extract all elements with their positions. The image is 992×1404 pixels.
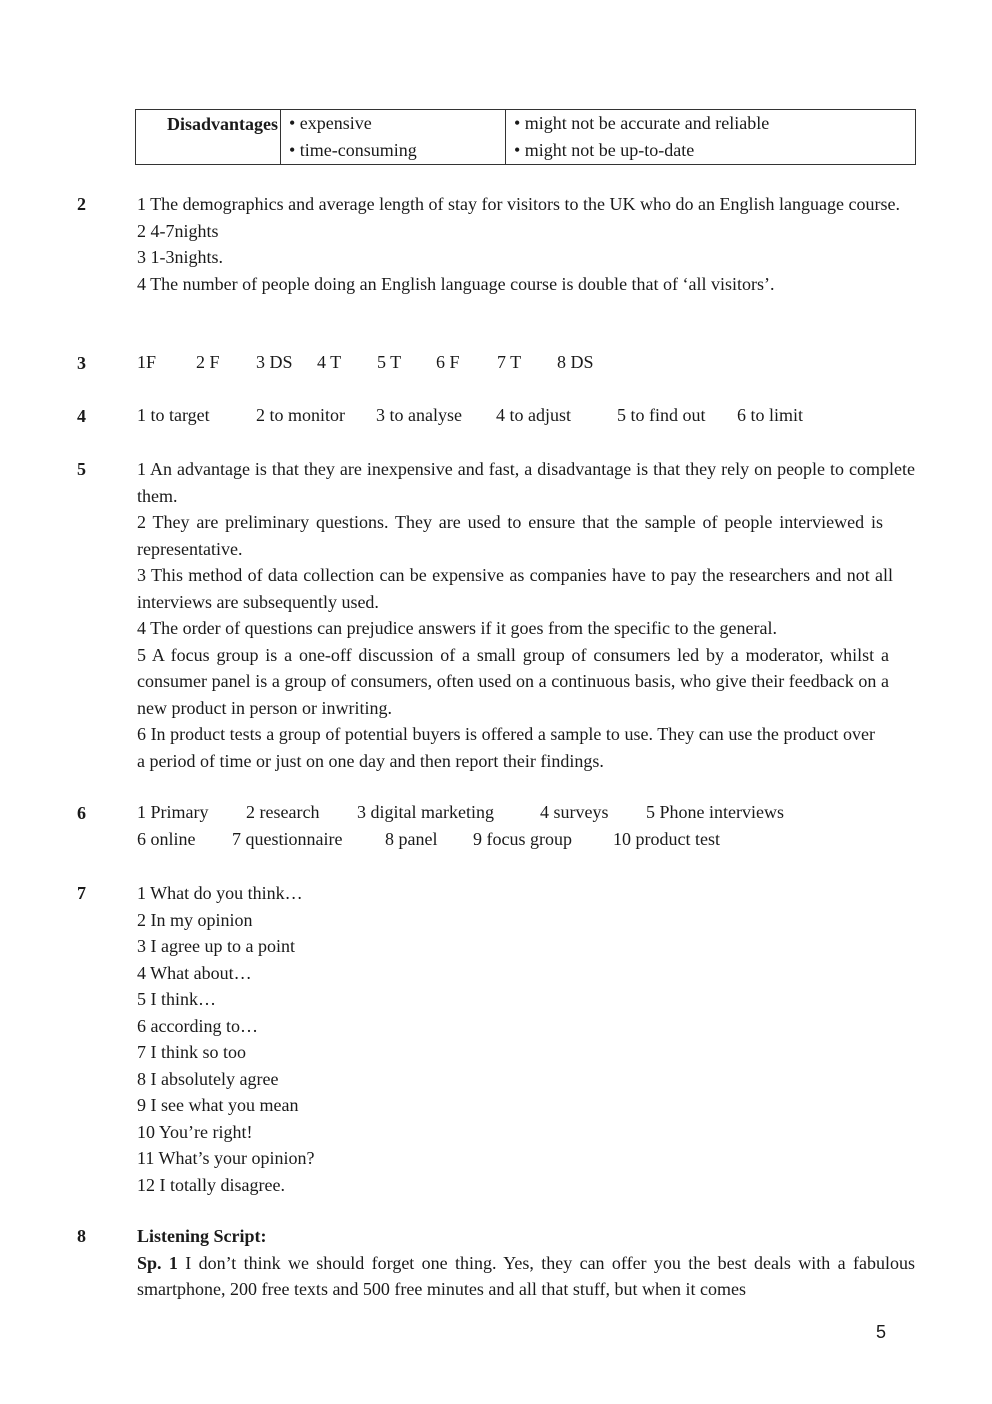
answer-line: 10 You’re right! [137, 1121, 253, 1142]
disadvantages-table [135, 109, 916, 165]
answer-item: 1F [137, 352, 157, 372]
answer-line: 6 according to… [137, 1015, 258, 1036]
question-number-4: 4 [77, 406, 86, 426]
answer-item: 3 DS [256, 352, 293, 372]
answer-item: 8 DS [557, 352, 594, 372]
answer-item: 1 to target [137, 405, 210, 425]
answer-block-5 [137, 456, 915, 774]
answer-item: 2 research [246, 802, 320, 822]
script-heading: Listening Script: [137, 1226, 267, 1246]
answer-item: 6 online [137, 829, 196, 849]
answer-line: 11 What’s your opinion? [137, 1148, 315, 1168]
question-number-5: 5 [77, 459, 86, 479]
answer-item: 2 to monitor [256, 405, 345, 425]
page-number: 5 [876, 1322, 887, 1342]
table-row-label: Disadvantages [136, 110, 281, 165]
answer-line: 12 I totally disagree. [137, 1174, 285, 1195]
answer-item: 7 T [497, 352, 522, 372]
answer-item: 7 questionnaire [232, 829, 343, 849]
list-item: • might not be accurate and reliable [514, 113, 770, 133]
script-paragraph [137, 1250, 915, 1303]
answer-line: 1 The demographics and average length of stay for visitors to the UK who do an English language course. [137, 194, 900, 214]
answer-item: 4 surveys [540, 802, 609, 822]
answer-block-8 [137, 1223, 915, 1303]
answer-item: 2 F [196, 352, 220, 372]
answer-line: 1 An advantage is that they are inexpensive and fast, a disadvantage is that they rely on people to complete them. [137, 459, 915, 506]
answer-line: 5 I think… [137, 989, 216, 1009]
answer-item: 3 digital marketing [357, 802, 494, 822]
answer-line: 2 In my opinion [137, 909, 253, 930]
answer-item: 4 T [317, 352, 342, 372]
list-item: • expensive [289, 113, 372, 133]
answer-line: 4 What about… [137, 962, 252, 983]
answer-block-2 [137, 191, 915, 297]
list-item: • might not be up-to-date [514, 140, 695, 160]
table-cell-col2 [506, 110, 916, 165]
script-text: I don’t think we should forget one thing. Yes, they can offer you the best deals with a fabulous smartphone, 200 free texts and 500 free minutes and all that stuff, but when it comes [137, 1252, 915, 1299]
question-number-6: 6 [77, 803, 86, 823]
answer-block-7 [137, 880, 915, 1198]
answer-item: 5 T [377, 352, 402, 372]
speaker-label: Sp. 1 [137, 1252, 178, 1273]
answer-line: 1 What do you think… [137, 883, 303, 903]
answer-item: 1 Primary [137, 802, 209, 822]
answer-line: 3 1-3nights. [137, 247, 224, 267]
answer-line: 7 I think so too [137, 1042, 247, 1062]
answer-item: 5 to find out [617, 405, 706, 425]
answer-item: 4 to adjust [496, 405, 571, 425]
answer-line: 3 This method of data collection can be expensive as companies have to pay the researchers and not all interviews are subsequently used. [137, 565, 893, 612]
answer-item: 8 panel [385, 829, 438, 849]
answer-item: 5 Phone interviews [646, 802, 784, 822]
answer-line: 4 The number of people doing an English language course is double that of ‘all visitors’. [137, 273, 775, 294]
answer-item: 10 product test [613, 829, 720, 849]
question-number-8: 8 [77, 1226, 86, 1246]
question-number-3: 3 [77, 353, 86, 373]
answer-line: 9 I see what you mean [137, 1095, 299, 1115]
answer-item: 6 F [436, 352, 460, 372]
question-number-2: 2 [77, 194, 86, 214]
list-item: • time-consuming [289, 140, 417, 160]
table-cell-col1 [281, 110, 506, 165]
question-number-7: 7 [77, 883, 86, 903]
answer-item: 9 focus group [473, 829, 572, 849]
answer-line: 2 They are preliminary questions. They are used to ensure that the sample of people interviewed is representative. [137, 512, 883, 559]
answer-line: 3 I agree up to a point [137, 936, 295, 956]
answer-line: 4 The order of questions can prejudice answers if it goes from the specific to the general. [137, 618, 777, 638]
answer-line: 8 I absolutely agree [137, 1068, 279, 1089]
answer-line: 2 4-7nights [137, 220, 219, 241]
answer-item: 3 to analyse [376, 405, 462, 425]
answer-line: 5 A focus group is a one-off discussion of a small group of consumers led by a moderator, whilst a consumer panel is a group of consumers, often used on a continuous basis, who give their feedback on a new product in person or inwriting. [137, 644, 889, 718]
answer-item: 6 to limit [737, 405, 804, 425]
answer-line: 6 In product tests a group of potential buyers is offered a sample to use. They can use the product over a period of time or just on one day and then report their findings. [137, 724, 875, 771]
